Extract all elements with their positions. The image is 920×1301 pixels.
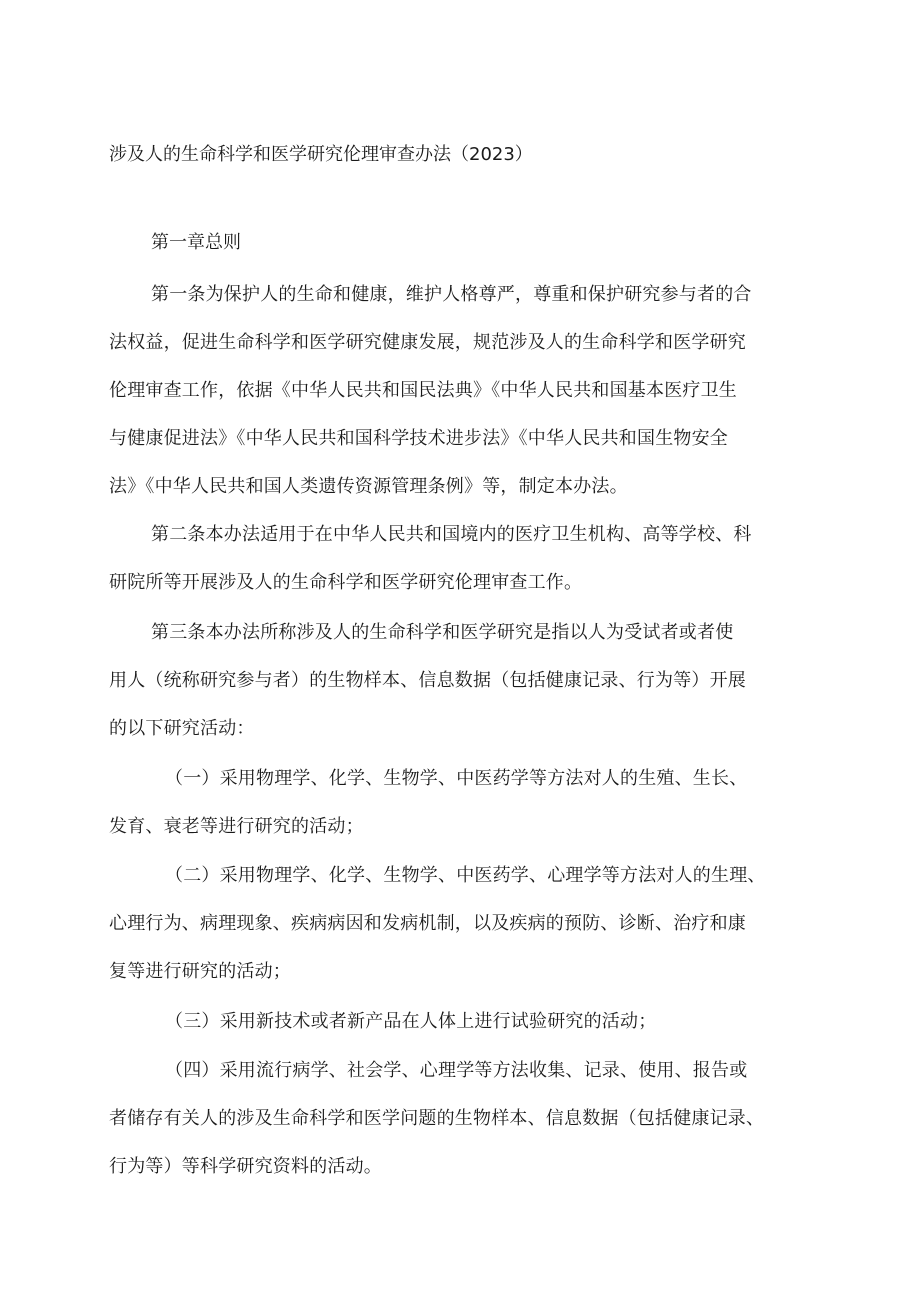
body-line: 法权益，促进生命科学和医学研究健康发展，规范涉及人的生命科学和医学研究 (109, 332, 746, 353)
body-line: 法》《中华人民共和国人类遗传资源管理条例》等，制定本办法。 (109, 476, 628, 497)
list-item-line: 复等进行研究的活动； (109, 961, 291, 982)
list-item-line: （三）采用新技术或者新产品在人体上进行试验研究的活动； (165, 1011, 657, 1032)
list-item-line: 发育、衰老等进行研究的活动； (109, 816, 364, 837)
list-item-line: 者储存有关人的涉及生命科学和医学问题的生物样本、信息数据（包括健康记录、 (109, 1108, 765, 1129)
list-item-line: 行为等）等科学研究资料的活动。 (109, 1156, 382, 1177)
body-line: 伦理审查工作，依据《中华人民共和国民法典》《中华人民共和国基本医疗卫生 (109, 380, 737, 401)
body-line: 用人（统称研究参与者）的生物样本、信息数据（包括健康记录、行为等）开展 (109, 670, 746, 691)
list-item-line: （四）采用流行病学、社会学、心理学等方法收集、记录、使用、报告或 (165, 1060, 748, 1081)
list-item-line: （二）采用物理学、化学、生物学、中医药学、心理学等方法对人的生理、 (165, 865, 766, 886)
body-line: 第三条本办法所称涉及人的生命科学和医学研究是指以人为受试者或者使 (151, 622, 734, 643)
document-title: 涉及人的生命科学和医学研究伦理审查办法（2023） (109, 144, 533, 165)
body-line: 研院所等开展涉及人的生命科学和医学研究伦理审查工作。 (109, 572, 583, 593)
list-item-line: 心理行为、病理现象、疾病病因和发病机制，以及疾病的预防、诊断、治疗和康 (109, 913, 746, 934)
chapter-heading: 第一章总则 (151, 232, 241, 253)
list-item-line: （一）采用物理学、化学、生物学、中医药学等方法对人的生殖、生长、 (165, 768, 748, 789)
body-line: 第一条为保护人的生命和健康，维护人格尊严，尊重和保护研究参与者的合 (151, 284, 752, 305)
body-line: 的以下研究活动： (109, 718, 255, 739)
body-line: 与健康促进法》《中华人民共和国科学技术进步法》《中华人民共和国生物安全 (109, 428, 728, 449)
body-line: 第二条本办法适用于在中华人民共和国境内的医疗卫生机构、高等学校、科 (151, 524, 752, 545)
